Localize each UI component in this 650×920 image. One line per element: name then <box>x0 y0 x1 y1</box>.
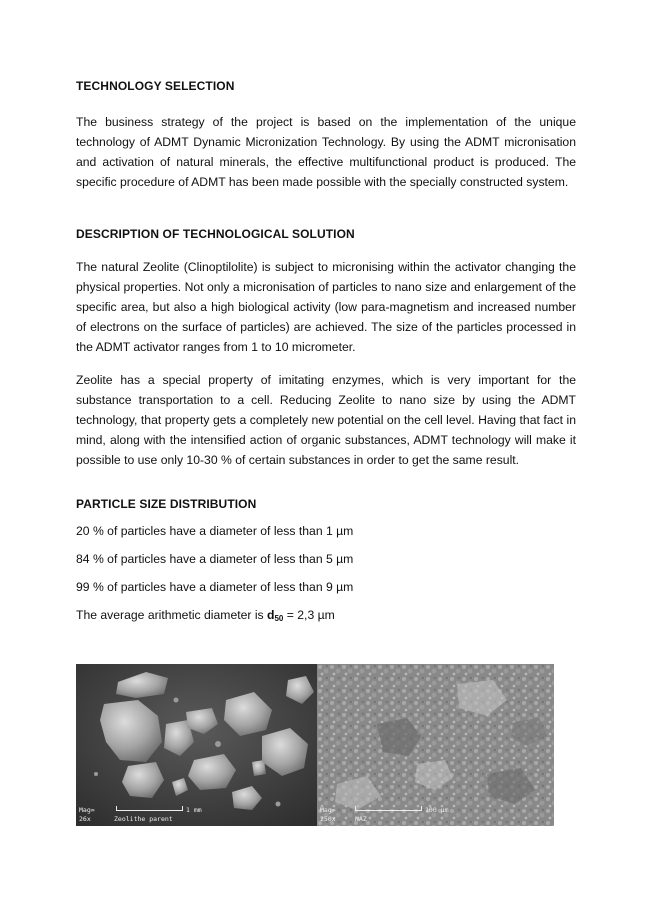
sem-image-parent-zeolite <box>76 664 317 826</box>
sem-images <box>76 664 554 826</box>
heading-technology-selection: TECHNOLOGY SELECTION <box>76 79 235 93</box>
right-sample-label: NAZ <box>355 815 367 823</box>
sem-micrograph-fine-particles <box>317 664 554 826</box>
heading-technological-solution: DESCRIPTION OF TECHNOLOGICAL SOLUTION <box>76 227 355 241</box>
paragraph-zeolite-enzymes: Zeolite has a special property of imitating enzymes, which is very important for the substance transportation to a cell. Reducing Zeolite to nano size by using the ADMT technology, that property gets a completely new potential on the cell level. Having that fact in mind, along with the intensified action of organic substances, ADMT technology will make it possible to use only 10-30 % of certain substances in order to get the same result. <box>76 373 576 467</box>
distribution-line-3: 99 % of particles have a diameter of less than 9 µm <box>76 580 354 594</box>
left-caption-bar <box>76 804 317 826</box>
right-mag-label: Mag= <box>320 806 336 814</box>
left-scale-bar <box>116 810 182 811</box>
right-scale-bar <box>355 810 421 811</box>
right-scale-label: 100 µm <box>425 806 449 814</box>
average-suffix: = 2,3 µm <box>283 608 335 622</box>
sem-micrograph-coarse-particles <box>76 664 317 826</box>
paragraph-technology-selection: The business strategy of the project is based on the implementation of the unique technology of ADMT Dynamic Micronization Technology. By using the ADMT micronisation and activation of natural minerals, the effective multifunctional product is produced. The specific procedure of ADMT has been made possible with the specially constructed system. <box>76 115 576 189</box>
left-scale-tick-end <box>182 806 183 811</box>
right-caption-bar <box>317 804 554 826</box>
sem-image-naz <box>317 664 554 826</box>
average-prefix: The average arithmetic diameter is <box>76 608 268 622</box>
left-scale-label: 1 mm <box>186 806 202 814</box>
left-mag-value: 26x <box>79 815 91 823</box>
right-mag-value: 250x <box>320 815 336 823</box>
heading-particle-size-distribution: PARTICLE SIZE DISTRIBUTION <box>76 497 257 511</box>
paragraph-zeolite-micronising: The natural Zeolite (Clinoptilolite) is subject to micronising within the activator changing the physical properties. Not only a micronisation of particles to nano size and enlargement of the specific area, but also a high biological activity (low para-magnetism and increased number of electrons on the surface of particles) are achieved. The size of the particles processed in the ADMT activator ranges from 1 to 10 micrometer. <box>76 260 576 354</box>
left-mag-label: Mag= <box>79 806 95 814</box>
average-symbol: d <box>267 608 275 622</box>
distribution-line-2: 84 % of particles have a diameter of less than 5 µm <box>76 552 354 566</box>
average-subscript: 50 <box>274 614 284 623</box>
left-sample-label: Zeolithe parent <box>114 815 173 823</box>
distribution-line-1: 20 % of particles have a diameter of less than 1 µm <box>76 524 354 538</box>
right-scale-tick-end <box>421 806 422 811</box>
average-diameter-line <box>76 605 576 629</box>
